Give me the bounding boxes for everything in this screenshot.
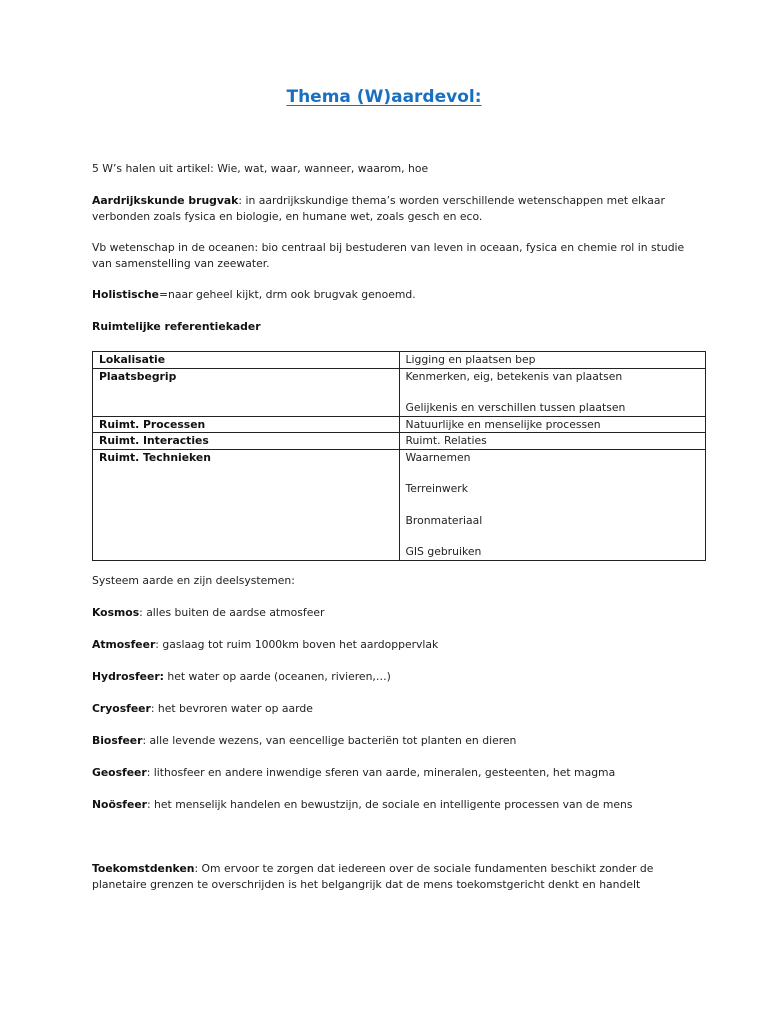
sphere-item: Geosfeer: lithosfeer en andere inwendige sferen van aarde, mineralen, gesteenten, het magma (92, 766, 616, 779)
holistisch-paragraph (92, 287, 692, 303)
sphere-item: Noösfeer: het menselijk handelen en bewustzijn, de sociale en intelligente processen van de mens (92, 798, 633, 811)
example-paragraph: Vb wetenschap in de oceanen: bio centraal bij bestuderen van leven in oceaan, fysica en chemie rol in studie van samenstelling van zeewater. (92, 241, 685, 270)
row-key: Plaatsbegrip (93, 368, 400, 416)
brugvak-paragraph (92, 193, 692, 224)
intro-paragraph: 5 W’s halen uit artikel: Wie, wat, waar, wanneer, waarom, hoe (92, 162, 429, 175)
row-value: Natuurlijke en menselijke processen (399, 416, 706, 433)
toekomst-paragraph (92, 861, 692, 892)
sphere-item: Atmosfeer: gaslaag tot ruim 1000km boven het aardoppervlak (92, 638, 439, 651)
sphere-item: Biosfeer: alle levende wezens, van eencellige bacteriën tot planten en dieren (92, 734, 517, 747)
table-row (93, 352, 706, 369)
toekomst-term: Toekomstdenken (92, 862, 195, 875)
page-title: Thema (W)aardevol: (286, 87, 482, 107)
table-row (93, 433, 706, 450)
row-key: Ruimt. Technieken (93, 449, 400, 560)
row-value: Waarnemen Terreinwerk Bronmateriaal GIS gebruiken (399, 449, 706, 560)
table-row (93, 449, 706, 560)
brugvak-term: Aardrijkskunde brugvak (92, 194, 239, 207)
systeem-heading: Systeem aarde en zijn deelsystemen: (92, 574, 295, 587)
row-key: Lokalisatie (93, 352, 400, 369)
row-key: Ruimt. Interacties (93, 433, 400, 450)
sphere-item: Cryosfeer: het bevroren water op aarde (92, 702, 313, 715)
sphere-item: Hydrosfeer: het water op aarde (oceanen, rivieren,…) (92, 670, 391, 683)
table-row (93, 416, 706, 433)
table-row (93, 368, 706, 416)
row-key: Ruimt. Processen (93, 416, 400, 433)
toekomst-text: : Om ervoor te zorgen dat iedereen over de sociale fundamenten beschikt zonder de planetaire grenzen te overschrijden is het belgangrijk dat de mens toekomstgericht denkt en handelt (92, 862, 654, 891)
ref-heading: Ruimtelijke referentiekader (92, 320, 261, 333)
sphere-item: Kosmos: alles buiten de aardse atmosfeer (92, 606, 325, 619)
row-value: Ligging en plaatsen bep (399, 352, 706, 369)
holistisch-text: =naar geheel kijkt, drm ook brugvak genoemd. (158, 288, 416, 301)
row-value: Kenmerken, eig, betekenis van plaatsen Gelijkenis en verschillen tussen plaatsen (399, 368, 706, 416)
row-value: Ruimt. Relaties (399, 433, 706, 450)
brugvak-text: : in aardrijkskundige thema’s worden verschillende wetenschappen met elkaar verbonden zoals fysica en biologie, en humane wet, zoals gesch en eco. (92, 194, 665, 223)
holistisch-term: Holistische (92, 288, 159, 301)
reference-table (92, 351, 706, 561)
